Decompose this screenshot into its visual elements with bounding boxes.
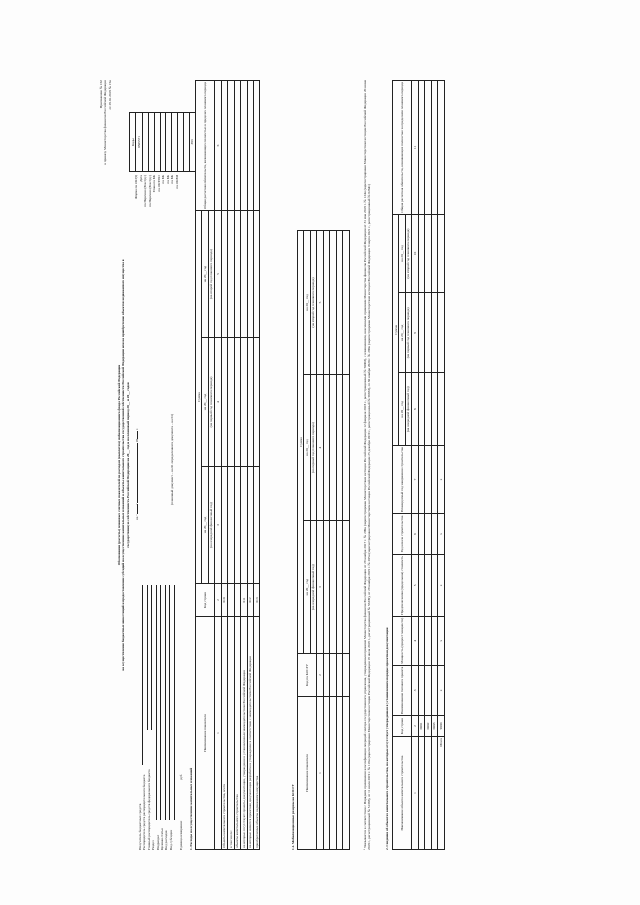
appendix-line1: Приложение № 162 [99,80,103,109]
s2-total-x: x [438,446,444,514]
s1-col-y1: на 20__ год [202,466,208,583]
s11-col-y3-sub: (на второй год планового периода) [310,231,316,375]
s11-col-name: Наименование показателя [298,697,317,850]
unit-label: Единица измерения: [179,820,183,850]
codes-table [129,112,196,172]
s1-row-name: Объекты капитального строительства, всего [221,617,227,850]
s1-row-code: 010 [221,584,227,617]
codes-label-okei: по ОКЕИ [174,175,179,189]
s2-col-start: Год начала строительства [393,513,412,554]
total-row [438,81,444,850]
section2-title: 2. Сведения об объектах капитального строительства, на которые отсутствует утвержденная в установленном порядке проектная документация [385,627,389,850]
s1-col-sum: Сумма [196,211,202,584]
s2-col-ready: Планируемый год завершения строительства [393,446,412,514]
table-row [343,231,349,850]
s2-num: 4 [412,616,418,665]
s2-num: 3 [412,665,418,715]
s2-num: 11 [412,81,418,215]
label-main-distributor: Главный распорядитель средств федерального бюджета [146,769,151,850]
date-end: г. [135,428,139,430]
s1-num: 3 [215,466,221,583]
s1-col-total: Общая расчетная обязательств, возникающих полностью в пределах планового периода [196,81,215,211]
s1-col-code: Код строки [196,584,215,617]
s2-col-total: Общая расчетная обязательств, возникающих полностью за пределами планового периода [393,81,412,215]
s1-col-name: Наименование показателя [196,617,215,850]
s2-col-y3: на 20__ год [399,214,405,293]
codes-label-date: Дата [138,175,143,182]
label-target-article: Целевая статья [159,828,164,850]
s1-num: 1 [215,617,221,850]
codes-label-bk3: по БК [170,175,174,184]
label-recipient: Получатель бюджетных средств [138,803,142,850]
label-expense-type: Вид расходов [164,830,169,850]
unit-line [179,775,183,850]
codes-label-okud: Форма по ОКУД [134,175,138,199]
s1-col-y1-sub: (на очередной финансовый год) [208,466,214,583]
s1-row-name: приобретаемые объекты недвижимого имущества [253,617,259,850]
s11-col-y1: на 20__ год [304,521,310,654]
s2-col-y1-sub: (на очередной финансовый год) [405,373,411,446]
s2-num: 1 [412,737,418,850]
s2-num: 8 [412,373,418,446]
section1-title: 1. Расходы на осуществление капитальных вложений [189,767,193,850]
codes-label-registry2: по Перечню (Реестру) [147,175,152,207]
codes-label-bk1: по БК [161,175,165,184]
s2-col-obj: Наименование объекта капитального строительства [393,737,412,850]
s2-total-code: 9000 [438,716,444,737]
section11-title: 1.1. Мобилизационные резервы на КОСГУ [291,784,295,850]
s2-col-y1: на 20__ год [399,373,405,446]
s11-num: 5 [317,231,323,375]
code-okud: 0505571 [136,113,142,172]
codes-label-bk2: по БК [165,175,170,184]
s1-num: 2 [215,584,221,617]
section2-table [392,80,445,850]
date-prefix: на " [135,514,139,520]
unit-value: руб [179,774,183,780]
s1-col-y3-sub: (на второй год планового периода) [208,211,214,338]
s1-row-name: на которые имеются проектная документация разработка и утверждение в соответствии с законодательством Российской Федерации [247,617,253,850]
section1-table [195,80,260,850]
label-distributor: Распорядитель средств распорядительного бюджета [142,774,147,850]
code-okei: 383 [189,113,195,172]
codes-header: Коды [130,113,136,172]
s11-col-y3: на 20__ год [304,231,310,375]
appendix-block [99,80,112,220]
s2-col-code: Код строки [393,716,412,737]
s2-num: 2 [412,716,418,737]
s2-col-y3-sub: (на второй год планового периода) [405,214,411,293]
s1-row-code: 013 [253,584,259,617]
s11-col-y2: на 20__ год [304,374,310,520]
s11-num: 4 [317,374,323,520]
s1-num: 6 [215,81,221,211]
s2-total-x: x [438,554,444,616]
s2-total-label: Итого [438,737,444,850]
s2-total-x: x [438,513,444,554]
date-suffix: 20 [135,438,139,443]
section11-table [297,230,350,850]
table-row [253,81,259,850]
s11-col-y1-sub: (на очередной финансовый год) [310,521,316,654]
appendix-line2: к приказу Министерства финансов Российской Федерации [103,80,108,165]
label-subsidy-type: Вид субсидии [168,829,173,850]
appendix-line3: от 29.01.2018 № 15н [107,80,112,110]
s1-row-code: 012 [247,584,253,617]
title-line2: на осуществление бюджетных инвестиций и предоставление субсидий на осуществление капитальных вложений в объекты капитального строительства государственной собственности Российской Федерации или на приобретение объектов недвижимого имущества в [121,259,126,671]
s11-num: 2 [317,654,323,697]
s2-row-code: 0002 [425,716,431,737]
s2-num: 5 [412,554,418,616]
s2-col-power: Мощность (прирост мощности) [393,616,412,665]
s1-col-y2: на 20__ год [202,338,208,467]
s2-col-y2: на 20__ год [399,293,405,373]
s11-num: 1 [317,697,323,850]
s1-row-name: в том числе: [228,617,234,850]
title-line1: Обоснования (расчеты) плановых сметных показателей по расходам (выплатам) мобилизационного фонда Российской Федерации [117,364,121,566]
date-hint: (плановый документ – на 01 определенного документа – на 01) [170,413,174,505]
s2-col-price: Предполагаемая (предельная) стоимость [393,554,412,616]
s2-row-code: 0001 [418,716,424,737]
s1-col-y2-sub: (на первый год планового периода) [208,338,214,467]
s2-num: 6 [412,513,418,554]
s1-col-y3: на 20__ год [202,211,208,338]
s2-num: 10 [412,214,418,293]
date-mid: " [135,503,139,505]
codes-label-glava: Глава по БК [152,175,156,193]
s2-col-name-type: Наименование типового проекта [393,665,412,715]
codes-label-registry1: по Перечню (Реестру) [143,175,147,207]
s1-row-name: на которые отсутствуют проекты документации, утверждения и установленным законодательством Российской Федерации [241,617,247,850]
s11-col-code: Код по КОСГУ [298,654,317,697]
s2-total-x: x [438,665,444,715]
codes-label-oktmo: по ОКТМО [156,175,161,192]
label-section: Раздел [151,840,156,850]
s2-col-y2-sub: (на первый год планового периода) [405,293,411,373]
s11-col-y2-sub: (на первый год планового периода) [310,374,316,520]
s2-num: 7 [412,446,418,514]
form-title [117,80,130,850]
s11-num: 3 [317,521,323,654]
s1-row-code: 011 [241,584,247,617]
title-line3: государственную собственность Российской Федерации на 20__ год и на плановый период 20__ и 20__ годов [125,382,130,548]
s11-col-sum: Сумма [298,231,304,654]
s2-total-x: x [438,616,444,665]
codes-labels [134,175,179,265]
s1-num: 5 [215,211,221,338]
rotated-form [95,70,545,860]
s1-row-name: объекты капитального строительства [234,617,240,850]
s2-col-sum: Сумма [393,214,399,445]
footnote: ¹ Указывается в соответствии с Порядком применения классификации операций сектора государственного управления, утвержденным приказом Министерства финансов Российской Федерации от 29 ноября 2017 г. № 209н (зарегистрирован Министерством юстиции Российской Федерации 12 февраля 2018 г., регистрационный № 50003), с изменениями, внесенными приказами Министерства финансов Российской Федерации от 31 мая 2018 г. № 124н (зарегистрирован Министерством юстиции Российской Федерации 20 июня 2018 г., регистрационный № 51393), от 11 июля 2019 г. № 116н (зарегистрирован Министерством юстиции Российской Федерации 19 июля 2019 г., регистрационный № 55339), от 29 ноября 2019 г. № 205н (зарегистрирован Министерством юстиции Российской Федерации 25 декабря 2019 г., регистрационный № 56933), от 30 ноября 2020 г. № 290н (зарегистрирован Министерством юстиции Российской Федерации 3 марта 2021 г., регистрационный № 62641) [363,80,372,850]
s2-row-code: 0003 [431,716,437,737]
s1-num: 4 [215,338,221,467]
date-line [135,428,139,520]
label-subsection: Подраздел [155,834,160,850]
s2-num: 9 [412,293,418,373]
